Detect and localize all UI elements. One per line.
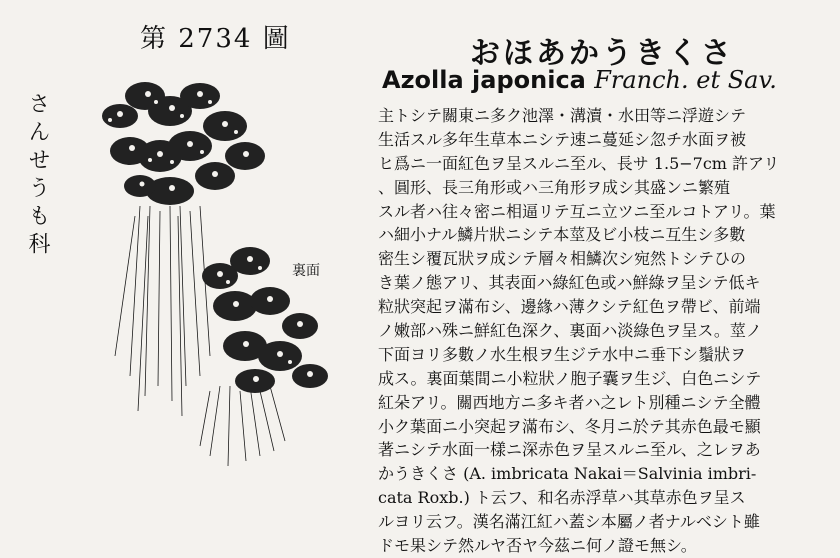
description-text [378, 104, 828, 558]
description-line: 紅朵アリ。關西地方ニ多キ者ハ之レト別種ニシテ全體 [378, 392, 761, 412]
description-line: 粒狀突起ヲ滿布シ、邊緣ハ薄クシテ紅色ヲ帶ビ、前端 [378, 297, 761, 317]
latin-authors: Franch. et Sav. [594, 66, 777, 94]
description-line: 、圓形、長三角形或ハ三角形ヲ成シ其盛ンニ繁殖 [378, 177, 731, 197]
description-line: 成ス。裏面葉間ニ小粒狀ノ胞子囊ヲ生ジ、白色ニシテ [378, 368, 762, 388]
description-line: 著ニシテ水面一樣ニ深赤色ヲ呈スルニ至ル、之レヲあ [378, 440, 761, 460]
description-line: ルヨリ云フ。漢名滿江紅ハ蓋シ本屬ノ者ナルベシト雖 [378, 512, 760, 532]
description-line: ヒ爲ニ一面紅色ヲ呈スルニ至ル、長サ 1.5−7cm 許アリ [378, 153, 780, 173]
description-line: かうきくさ (A. imbricata Nakai＝Salvinia imbri- [378, 464, 757, 484]
description-line: 主トシテ關東ニ多ク池澤・溝瀆・水田等ニ浮遊シテ [378, 106, 747, 125]
description-line: cata Roxb.) ト云フ、和名赤浮草ハ其草赤色ヲ呈ス [378, 488, 746, 508]
description-line: 下面ヨリ多數ノ水生根ヲ生ジテ水中ニ垂下シ鬚狀ヲ [378, 344, 747, 364]
family-name: さんせうも科 [25, 92, 50, 260]
description-line: ノ嫩部ハ殊ニ鮮紅色深ク、裏面ハ淡綠色ヲ呈ス。莖ノ [378, 321, 762, 341]
description-line: 小ク葉面ニ小突起ヲ滿布シ、冬月ニ於テ其赤色最モ顯 [378, 416, 761, 436]
description-line: 生活スル多年生草本ニシテ速ニ蔓延シ忽チ水面ヲ被 [378, 129, 747, 149]
description-line: き葉ノ態アリ、其表面ハ綠紅色或ハ鮮綠ヲ呈シテ低キ [378, 273, 761, 293]
description-line: ハ細小ナル鱗片狀ニシテ本莖及ビ小枝ニ互生シ多數 [378, 225, 746, 245]
japanese-title: おほあかうきくさ [470, 36, 734, 71]
latin-genus-species: Azolla japonica [382, 66, 586, 94]
underside-label: 裏面 [292, 263, 320, 279]
description-line: スル者ハ往々密ニ相逼リテ互ニ立ツニ至ルコトアリ。葉 [378, 201, 776, 221]
plate-number: 第 2734 圖 [140, 24, 291, 54]
description-line: ドモ果シテ然ルヤ否ヤ今茲ニ何ノ證モ無シ。 [378, 536, 697, 556]
description-line: 密生シ覆瓦狀ヲ成シテ層々相鱗次シ宛然トシテひの [378, 249, 747, 269]
latin-name [382, 66, 777, 94]
